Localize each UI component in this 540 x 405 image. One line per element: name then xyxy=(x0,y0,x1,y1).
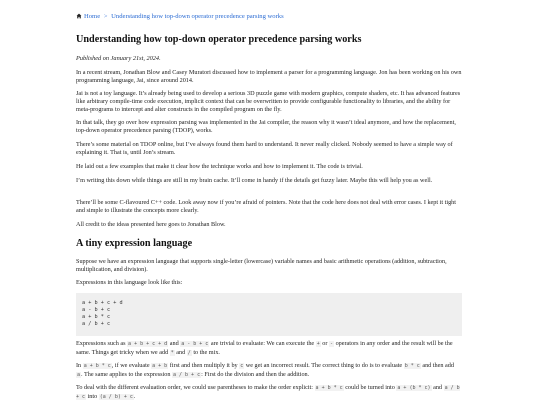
inline-code: b * c xyxy=(404,363,420,369)
inline-code: a + b xyxy=(152,363,168,369)
inline-code: a / b + c xyxy=(76,385,460,400)
inline-code: a - b + c xyxy=(181,341,209,347)
paragraph-order: To deal with the different evaluation order, we could use parentheses to make the order explicit: a + b * c could be turned into a + (b * c) and a / b + c into (a / b) + c. xyxy=(76,384,460,400)
publish-date: Published on January 21st, 2024. xyxy=(76,55,161,62)
paragraph-examples: He laid out a few examples that make it clear how the technique works and how to implement it. The code is trivial. xyxy=(76,163,363,170)
breadcrumb-home-link[interactable]: Home xyxy=(84,13,101,20)
paragraph-credit: All credit to the ideas presented here goes to Jonathan Blow. xyxy=(76,221,226,228)
inline-code: + xyxy=(316,341,320,347)
breadcrumb xyxy=(76,12,284,21)
paragraph-cpp: There’ll be some C-flavoured C++ code. Look away now if you’re afraid of pointers. Note that the code here does not deal with error cases. I kept it tight and simple to illustrate the concepts more clearly. xyxy=(76,199,456,214)
inline-code: a + (b * c) xyxy=(397,385,431,391)
breadcrumb-current-link[interactable]: Understanding how top-down operator precedence parsing works xyxy=(111,13,284,20)
inline-code: a + b * c xyxy=(315,385,343,391)
inline-code: a + b + c + d xyxy=(128,341,168,347)
paragraph-language: Suppose we have an expression language that supports single-letter (lowercase) variable names and basic arithmetic operations (addition, subtraction, multiplication, and division). xyxy=(76,258,447,273)
code-line: a + b + c + d xyxy=(82,300,123,306)
code-line: a - b + c xyxy=(82,307,111,313)
paragraph-jai: Jai is not a toy language. It’s already being used to develop a serious 3D puzzle game with modern graphics, compute shaders, etc. It has advanced features like arbitrary compile-time code execution, implicit context that can be overwritten to provide configurable functionality to libraries, and the ability for meta-programs to intercept and alter constructs in the compiled program on the fly. xyxy=(76,90,461,113)
inline-code: (a / b) + c xyxy=(99,393,133,400)
inline-code: c xyxy=(240,363,244,369)
inline-code: * xyxy=(170,349,174,356)
paragraph-material: There’s some material on TDOP online, but I’ve always found them hard to understand. It never really clicked. Nobody seemed to have a simple way of explaining it. That is, until Jon’s stream. xyxy=(76,141,453,156)
inline-code: a xyxy=(77,371,81,378)
page-title: Understanding how top-down operator precedence parsing works xyxy=(76,34,362,45)
inline-code: a / b + c xyxy=(172,371,201,378)
code-line: a / b + c xyxy=(82,321,111,327)
paragraph-intro: In a recent stream, Jonathan Blow and Casey Muratori discussed how to implement a parser for a programming language. Jon has been working on his own programming language, Jai, since around 2014. xyxy=(76,69,462,84)
paragraph-brain-cache: I’m writing this down while things are still in my brain cache. It’ll come in handy if the details get fuzzy later. Maybe this will help you as well. xyxy=(76,177,433,184)
inline-code: a + b * c xyxy=(83,363,111,369)
paragraph-talk: In that talk, they go over how expression parsing was implemented in the Jai compiler, the reason why it wasn’t ideal anymore, and how the replacement, top-down operator precedence parsing (TDOP), works. xyxy=(76,119,456,134)
breadcrumb-separator: > xyxy=(103,13,108,20)
paragraph-examples-intro: Expressions in this language look like this: xyxy=(76,279,183,286)
section-title: A tiny expression language xyxy=(76,238,193,249)
inline-code: / xyxy=(187,349,191,356)
home-icon[interactable] xyxy=(76,13,82,19)
inline-code: - xyxy=(330,341,334,347)
code-block xyxy=(76,293,462,336)
paragraph-incorrect: In a + b * c, if we evaluate a + b first and then multiply it by c we get an incorrect result. The correct thing to do is to evaluate b * c and then add a. The same applies to the expression a / b + c: First do the division and then the addition. xyxy=(76,362,454,378)
code-line: a + b * c xyxy=(82,314,111,320)
paragraph-trivial: Expressions such as a + b + c + d and a - b + c are trivial to evaluate: We can execute the + or - operators in any order and the result will be the same. Things get tricky when we add * and / to the mix. xyxy=(76,340,453,356)
